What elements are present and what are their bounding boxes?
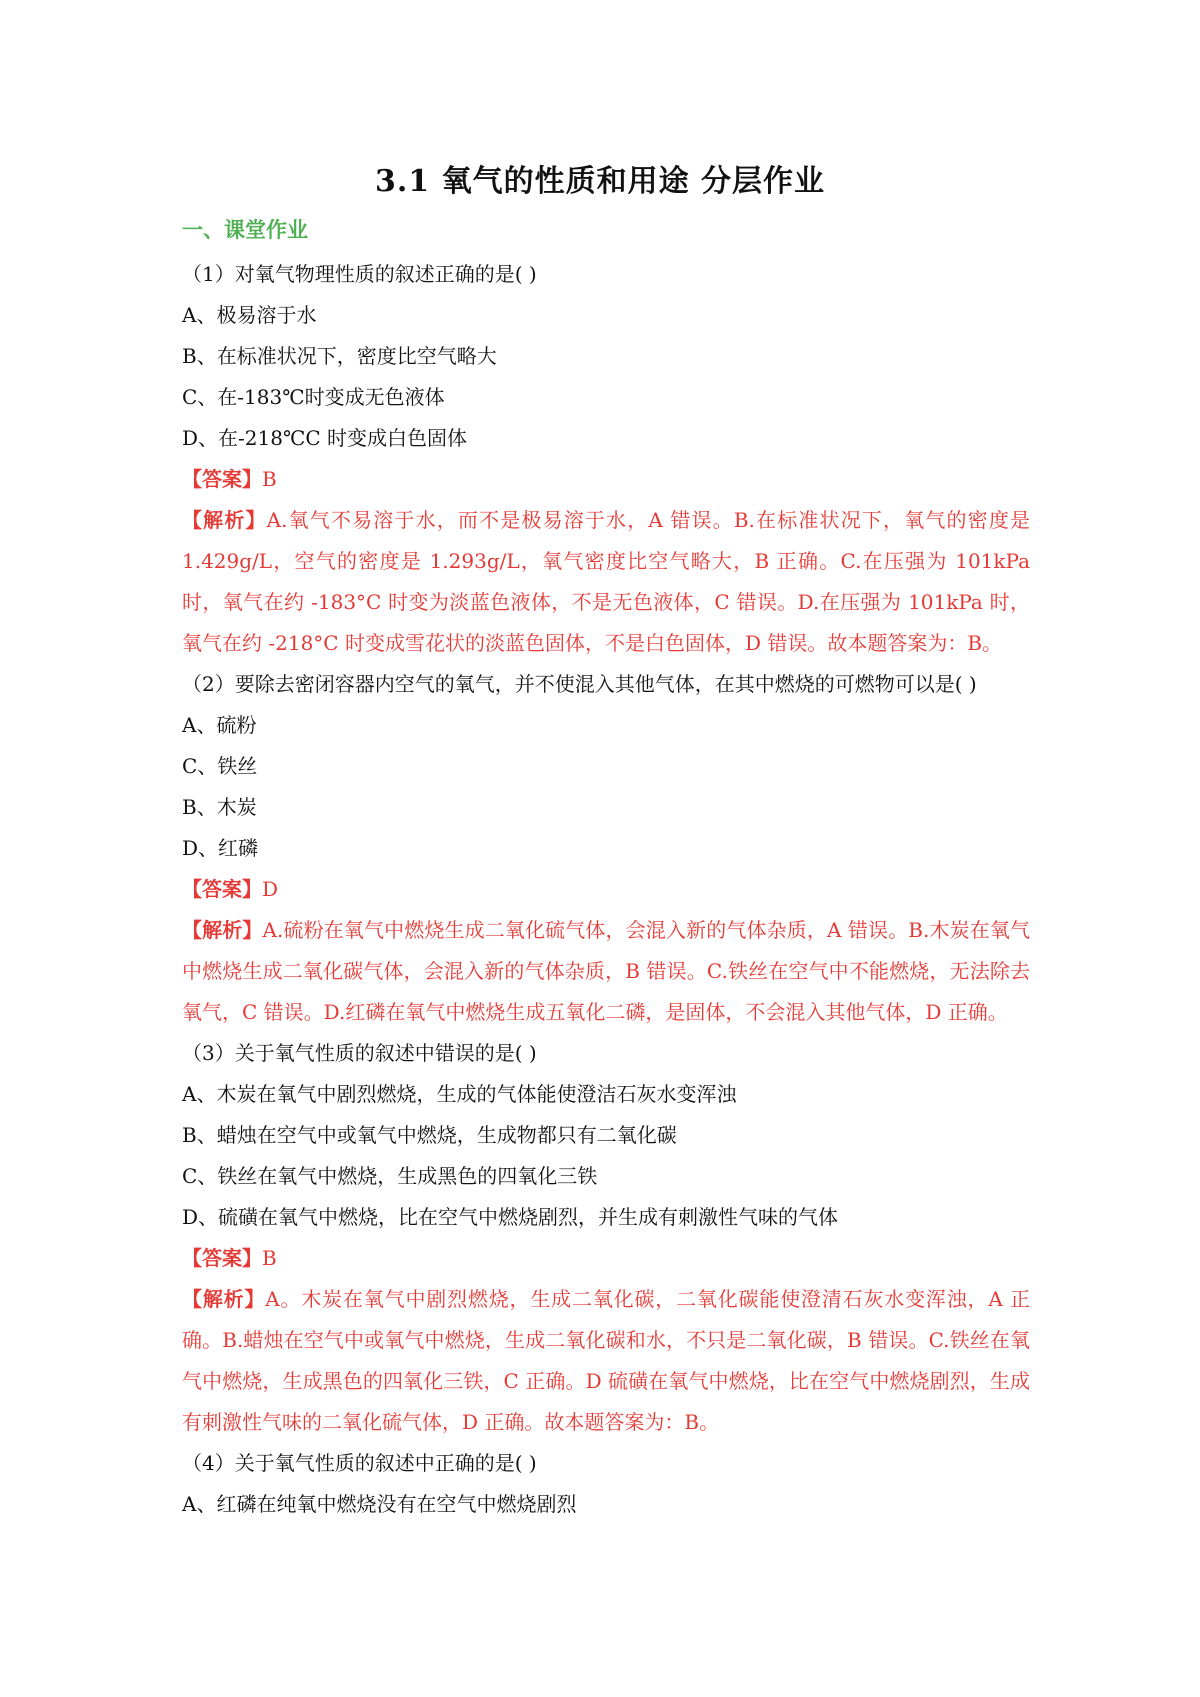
question-stem: （4）关于氧气性质的叙述中正确的是( )	[182, 1451, 537, 1475]
option-a: A、极易溶于水	[182, 303, 317, 327]
option-a: A、硫粉	[182, 713, 257, 737]
question-stem: （1）对氧气物理性质的叙述正确的是( )	[182, 262, 537, 286]
question-stem: （2）要除去密闭容器内空气的氧气，并不使混入其他气体，在其中燃烧的可燃物可以是( )	[182, 672, 977, 696]
analysis-text: A.氧气不易溶于水，而不是极易溶于水，A 错误。B.在标准状况下，氧气的密度是 1.429g/L，空气的密度是 1.293g/L，氧气密度比空气略大，B 正确。C.在压强为 101kPa 时，氧气在约 -183°C 时变为淡蓝色液体，不是无色液体，C 错误。D.在压强为 101kPa 时，氧气在约 -218°C 时变成雪花状的淡蓝色固体，不是白色固体，D 错误。故本题答案为：B。	[182, 508, 1031, 655]
answer-tag: 【答案】	[182, 877, 262, 901]
option-a: A、红磷在纯氧中燃烧没有在空气中燃烧剧烈	[182, 1492, 577, 1516]
answer-tag: 【答案】	[182, 467, 262, 491]
document-body	[182, 254, 1030, 1525]
analysis-text: A.硫粉在氧气中燃烧生成二氧化硫气体，会混入新的气体杂质，A 错误。B.木炭在氧气中燃烧生成二氧化碳气体，会混入新的气体杂质，B 错误。C.铁丝在空气中不能燃烧，无法除去氧气，C 错误。D.红磷在氧气中燃烧生成五氧化二磷，是固体，不会混入其他气体，D 正确。	[182, 918, 1031, 1024]
option-b: B、木炭	[182, 795, 257, 819]
answer-line	[182, 869, 1030, 910]
option-a: A、木炭在氧气中剧烈燃烧，生成的气体能使澄洁石灰水变浑浊	[182, 1082, 737, 1106]
answer-line	[182, 459, 1030, 500]
answer-value: B	[262, 1246, 277, 1270]
question-stem: （3）关于氧气性质的叙述中错误的是( )	[182, 1041, 537, 1065]
analysis-paragraph	[182, 1279, 1030, 1443]
answer-value: B	[262, 467, 277, 491]
option-d: D、硫磺在氧气中燃烧，比在空气中燃烧剧烈，并生成有刺激性气味的气体	[182, 1205, 839, 1229]
analysis-tag: 【解析】	[182, 508, 267, 532]
analysis-paragraph	[182, 500, 1030, 664]
analysis-tag: 【解析】	[182, 918, 263, 942]
option-b: B、蜡烛在空气中或氧气中燃烧，生成物都只有二氧化碳	[182, 1123, 677, 1147]
option-b: B、在标准状况下，密度比空气略大	[182, 344, 497, 368]
option-c: C、铁丝	[182, 754, 258, 778]
analysis-tag: 【解析】	[182, 1287, 266, 1311]
option-c: C、铁丝在氧气中燃烧，生成黑色的四氧化三铁	[182, 1164, 598, 1188]
analysis-paragraph	[182, 910, 1030, 1033]
analysis-text: A。木炭在氧气中剧烈燃烧，生成二氧化碳，二氧化碳能使澄清石灰水变浑浊，A 正确。B.蜡烛在空气中或氧气中燃烧，生成二氧化碳和水，不只是二氧化碳，B 错误。C.铁丝在氧气中燃烧，生成黑色的四氧化三铁，C 正确。D 硫磺在氧气中燃烧，比在空气中燃烧剧烈，生成有刺激性气味的二氧化硫气体，D 正确。故本题答案为：B。	[182, 1287, 1030, 1434]
answer-value: D	[262, 877, 279, 901]
section-heading: 一、课堂作业	[182, 217, 308, 242]
option-d: D、在-218℃C 时变成白色固体	[182, 426, 467, 450]
option-c: C、在-183℃时变成无色液体	[182, 385, 445, 409]
answer-line	[182, 1238, 1030, 1279]
page-title: 3.1 氧气的性质和用途 分层作业	[374, 164, 826, 199]
answer-tag: 【答案】	[182, 1246, 262, 1270]
option-d: D、红磷	[182, 836, 259, 860]
